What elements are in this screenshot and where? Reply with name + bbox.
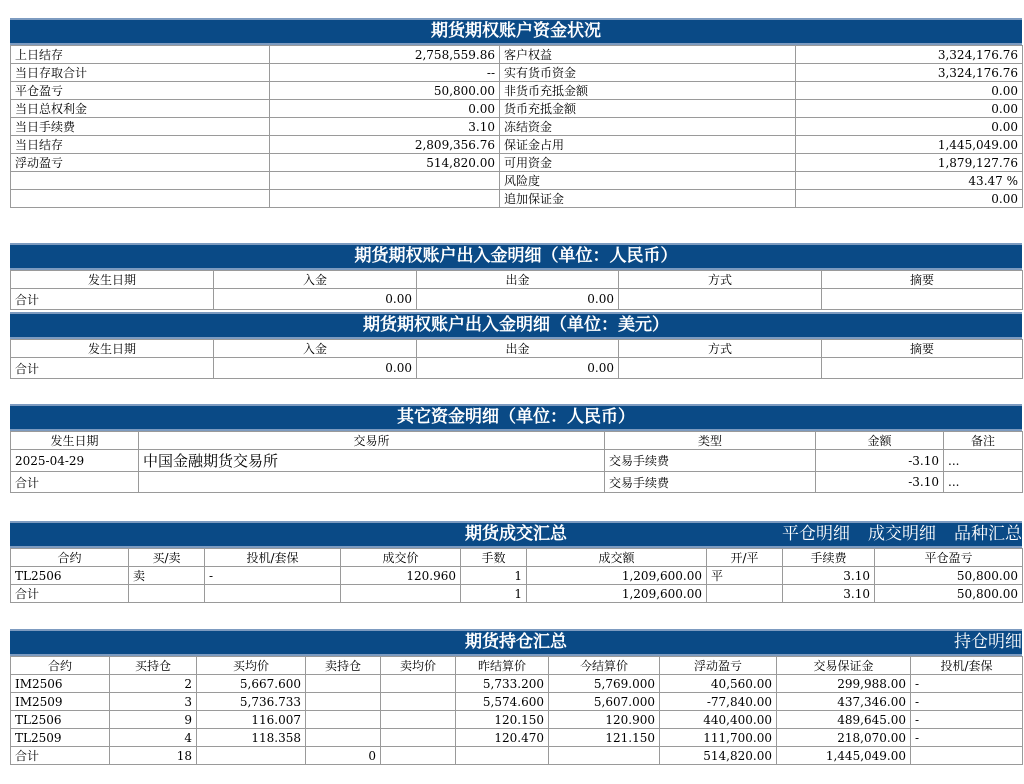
column-header: 平仓盈亏 bbox=[875, 549, 1023, 567]
table-cell: 5,574.600 bbox=[456, 693, 549, 711]
column-header: 出金 bbox=[417, 340, 619, 358]
table-cell bbox=[381, 693, 456, 711]
table-cell: 5,769.000 bbox=[549, 675, 660, 693]
table-cell: - bbox=[911, 675, 1023, 693]
table-cell: 299,988.00 bbox=[777, 675, 911, 693]
table-cell: -77,840.00 bbox=[660, 693, 777, 711]
table-cell: - bbox=[911, 693, 1023, 711]
table-row bbox=[11, 172, 1023, 190]
table-cell: 交易手续费 bbox=[605, 472, 816, 493]
table-cell: 可用资金 bbox=[500, 154, 796, 172]
table-row bbox=[11, 450, 1023, 472]
table-cell: -- bbox=[270, 64, 500, 82]
table-cell: 平仓盈亏 bbox=[11, 82, 270, 100]
table-row bbox=[11, 567, 1023, 585]
column-header: 发生日期 bbox=[11, 432, 139, 450]
table-cell: 中国金融期货交易所 bbox=[139, 450, 605, 472]
table-row bbox=[11, 64, 1023, 82]
table-cell bbox=[619, 289, 822, 310]
table-cell: 合计 bbox=[11, 747, 110, 765]
table-cell: 9 bbox=[110, 711, 197, 729]
table-cell: 合计 bbox=[11, 289, 214, 310]
column-header: 投机/套保 bbox=[911, 657, 1023, 675]
table-cell: 保证金占用 bbox=[500, 136, 796, 154]
table-cell: 1 bbox=[461, 567, 527, 585]
column-header: 发生日期 bbox=[11, 340, 214, 358]
column-header: 摘要 bbox=[822, 340, 1023, 358]
table-cell: 浮动盈亏 bbox=[11, 154, 270, 172]
table-cell: 120.960 bbox=[341, 567, 461, 585]
other-funds-title: 其它资金明细（单位：人民币） bbox=[10, 404, 1022, 431]
table-cell: 2,758,559.86 bbox=[270, 46, 500, 64]
table-cell: 1,209,600.00 bbox=[527, 567, 707, 585]
table-cell: 非货币充抵金额 bbox=[500, 82, 796, 100]
table-cell bbox=[306, 675, 381, 693]
table-cell: 0 bbox=[306, 747, 381, 765]
other-funds-table bbox=[10, 431, 1023, 493]
table-cell bbox=[381, 729, 456, 747]
column-header: 方式 bbox=[619, 271, 822, 289]
table-cell: 客户权益 bbox=[500, 46, 796, 64]
column-header: 买持仓 bbox=[110, 657, 197, 675]
table-cell: 0.00 bbox=[214, 289, 417, 310]
table-cell: 5,667.600 bbox=[197, 675, 306, 693]
table-cell bbox=[822, 289, 1023, 310]
column-header: 投机/套保 bbox=[205, 549, 341, 567]
table-cell: 5,733.200 bbox=[456, 675, 549, 693]
table-row bbox=[11, 711, 1023, 729]
table-cell: -3.10 bbox=[816, 450, 944, 472]
column-header: 合约 bbox=[11, 657, 110, 675]
table-cell bbox=[456, 747, 549, 765]
account-table bbox=[10, 45, 1023, 208]
table-row bbox=[11, 585, 1023, 603]
table-cell: 5,607.000 bbox=[549, 693, 660, 711]
table-row bbox=[11, 154, 1023, 172]
table-cell: 当日手续费 bbox=[11, 118, 270, 136]
trades-link[interactable]: 平仓明细 bbox=[782, 524, 850, 544]
table-cell bbox=[341, 585, 461, 603]
table-cell: 交易手续费 bbox=[605, 450, 816, 472]
column-header: 手数 bbox=[461, 549, 527, 567]
table-cell bbox=[619, 358, 822, 379]
table-cell: 514,820.00 bbox=[660, 747, 777, 765]
table-cell: 合计 bbox=[11, 585, 129, 603]
table-row bbox=[11, 118, 1023, 136]
table-cell bbox=[205, 585, 341, 603]
trades-table bbox=[10, 548, 1023, 603]
table-cell: IM2509 bbox=[11, 693, 110, 711]
table-cell: 1,209,600.00 bbox=[527, 585, 707, 603]
table-cell bbox=[270, 190, 500, 208]
table-row bbox=[11, 190, 1023, 208]
table-cell: TL2506 bbox=[11, 711, 110, 729]
column-header: 手续费 bbox=[783, 549, 875, 567]
trades-section bbox=[10, 521, 1022, 603]
positions-title: 期货持仓汇总 bbox=[465, 632, 567, 652]
table-cell: - bbox=[911, 729, 1023, 747]
table-row bbox=[11, 82, 1023, 100]
table-cell: TL2509 bbox=[11, 729, 110, 747]
column-header: 昨结算价 bbox=[456, 657, 549, 675]
table-cell: 0.00 bbox=[270, 100, 500, 118]
table-cell bbox=[381, 747, 456, 765]
table-cell: - bbox=[911, 711, 1023, 729]
column-header: 方式 bbox=[619, 340, 822, 358]
total-row bbox=[11, 358, 1023, 379]
table-cell: TL2506 bbox=[11, 567, 129, 585]
column-header: 合约 bbox=[11, 549, 129, 567]
usd-flow-table bbox=[10, 339, 1023, 379]
table-cell: 3.10 bbox=[783, 567, 875, 585]
table-cell: 3,324,176.76 bbox=[796, 64, 1023, 82]
column-header: 类型 bbox=[605, 432, 816, 450]
table-cell: 货币充抵金额 bbox=[500, 100, 796, 118]
table-cell bbox=[549, 747, 660, 765]
column-header: 卖均价 bbox=[381, 657, 456, 675]
table-cell: 当日存取合计 bbox=[11, 64, 270, 82]
table-cell: 2 bbox=[110, 675, 197, 693]
table-row bbox=[11, 46, 1023, 64]
trades-links bbox=[764, 523, 1022, 546]
cny-flow-table bbox=[10, 270, 1023, 310]
table-cell: - bbox=[205, 567, 341, 585]
table-cell: 111,700.00 bbox=[660, 729, 777, 747]
column-header: 卖持仓 bbox=[306, 657, 381, 675]
table-row bbox=[11, 100, 1023, 118]
table-cell: 5,736.733 bbox=[197, 693, 306, 711]
table-cell: 0.00 bbox=[796, 82, 1023, 100]
column-header: 成交价 bbox=[341, 549, 461, 567]
table-cell: 0.00 bbox=[796, 190, 1023, 208]
positions-links bbox=[936, 631, 1022, 654]
usd-flow-title: 期货期权账户出入金明细（单位：美元） bbox=[10, 312, 1022, 339]
table-cell: 4 bbox=[110, 729, 197, 747]
account-section bbox=[10, 18, 1022, 208]
table-cell: 2025-04-29 bbox=[11, 450, 139, 472]
table-cell: 0.00 bbox=[796, 118, 1023, 136]
table-cell: 43.47 % bbox=[796, 172, 1023, 190]
table-cell bbox=[129, 585, 205, 603]
table-cell bbox=[707, 585, 783, 603]
column-header: 买/卖 bbox=[129, 549, 205, 567]
table-cell: 18 bbox=[110, 747, 197, 765]
table-cell: IM2506 bbox=[11, 675, 110, 693]
table-cell: 当日总权利金 bbox=[11, 100, 270, 118]
column-header: 买均价 bbox=[197, 657, 306, 675]
table-cell: 卖 bbox=[129, 567, 205, 585]
other-funds-section bbox=[10, 404, 1022, 493]
column-header: 出金 bbox=[417, 271, 619, 289]
usd-flow-section bbox=[10, 312, 1022, 379]
trades-link[interactable]: 成交明细 bbox=[868, 524, 936, 544]
table-cell bbox=[270, 172, 500, 190]
table-cell: 0.00 bbox=[214, 358, 417, 379]
column-header: 入金 bbox=[214, 340, 417, 358]
table-cell: 合计 bbox=[11, 472, 139, 493]
table-cell: 风险度 bbox=[500, 172, 796, 190]
column-header: 金额 bbox=[816, 432, 944, 450]
column-header: 发生日期 bbox=[11, 271, 214, 289]
positions-section bbox=[10, 629, 1022, 765]
table-cell bbox=[306, 711, 381, 729]
table-cell: 实有货币资金 bbox=[500, 64, 796, 82]
table-cell: 218,070.00 bbox=[777, 729, 911, 747]
column-header: 摘要 bbox=[822, 271, 1023, 289]
table-cell bbox=[11, 172, 270, 190]
column-header: 今结算价 bbox=[549, 657, 660, 675]
table-cell: 0.00 bbox=[417, 358, 619, 379]
table-row bbox=[11, 472, 1023, 493]
table-cell: 50,800.00 bbox=[270, 82, 500, 100]
total-row bbox=[11, 289, 1023, 310]
table-cell: ... bbox=[944, 472, 1023, 493]
column-header: 成交额 bbox=[527, 549, 707, 567]
table-cell: 2,809,356.76 bbox=[270, 136, 500, 154]
table-cell: 合计 bbox=[11, 358, 214, 379]
column-header: 备注 bbox=[944, 432, 1023, 450]
table-cell bbox=[911, 747, 1023, 765]
table-cell: 平 bbox=[707, 567, 783, 585]
table-cell: 40,560.00 bbox=[660, 675, 777, 693]
table-cell: 440,400.00 bbox=[660, 711, 777, 729]
table-cell bbox=[381, 675, 456, 693]
table-cell: 437,346.00 bbox=[777, 693, 911, 711]
column-header: 交易保证金 bbox=[777, 657, 911, 675]
table-cell bbox=[822, 358, 1023, 379]
table-cell: 120.470 bbox=[456, 729, 549, 747]
table-cell: 当日结存 bbox=[11, 136, 270, 154]
cny-flow-title: 期货期权账户出入金明细（单位：人民币） bbox=[10, 243, 1022, 270]
table-cell bbox=[381, 711, 456, 729]
table-cell: ... bbox=[944, 450, 1023, 472]
table-cell bbox=[306, 693, 381, 711]
table-cell: 120.900 bbox=[549, 711, 660, 729]
table-row bbox=[11, 136, 1023, 154]
table-cell: 0.00 bbox=[417, 289, 619, 310]
table-row bbox=[11, 675, 1023, 693]
table-cell: 1 bbox=[461, 585, 527, 603]
table-cell: 3 bbox=[110, 693, 197, 711]
table-cell bbox=[197, 747, 306, 765]
table-row bbox=[11, 693, 1023, 711]
positions-link[interactable]: 持仓明细 bbox=[954, 632, 1022, 652]
table-cell: 514,820.00 bbox=[270, 154, 500, 172]
table-cell bbox=[306, 729, 381, 747]
table-cell: -3.10 bbox=[816, 472, 944, 493]
table-cell: 1,879,127.76 bbox=[796, 154, 1023, 172]
cny-flow-section bbox=[10, 243, 1022, 310]
table-cell: 上日结存 bbox=[11, 46, 270, 64]
table-cell: 118.358 bbox=[197, 729, 306, 747]
table-cell: 50,800.00 bbox=[875, 567, 1023, 585]
column-header: 浮动盈亏 bbox=[660, 657, 777, 675]
table-cell bbox=[139, 472, 605, 493]
table-cell: 3,324,176.76 bbox=[796, 46, 1023, 64]
positions-table bbox=[10, 656, 1023, 765]
table-row bbox=[11, 747, 1023, 765]
table-cell: 1,445,049.00 bbox=[796, 136, 1023, 154]
table-cell: 3.10 bbox=[270, 118, 500, 136]
table-cell: 3.10 bbox=[783, 585, 875, 603]
column-header: 交易所 bbox=[139, 432, 605, 450]
table-cell: 0.00 bbox=[796, 100, 1023, 118]
table-cell bbox=[11, 190, 270, 208]
table-cell: 冻结资金 bbox=[500, 118, 796, 136]
column-header: 入金 bbox=[214, 271, 417, 289]
column-header: 开/平 bbox=[707, 549, 783, 567]
table-row bbox=[11, 729, 1023, 747]
trades-title: 期货成交汇总 bbox=[465, 524, 567, 544]
account-title: 期货期权账户资金状况 bbox=[10, 18, 1022, 45]
table-cell: 489,645.00 bbox=[777, 711, 911, 729]
trades-link[interactable]: 品种汇总 bbox=[954, 524, 1022, 544]
table-cell: 121.150 bbox=[549, 729, 660, 747]
table-cell: 50,800.00 bbox=[875, 585, 1023, 603]
table-cell: 1,445,049.00 bbox=[777, 747, 911, 765]
table-cell: 120.150 bbox=[456, 711, 549, 729]
table-cell: 追加保证金 bbox=[500, 190, 796, 208]
table-cell: 116.007 bbox=[197, 711, 306, 729]
